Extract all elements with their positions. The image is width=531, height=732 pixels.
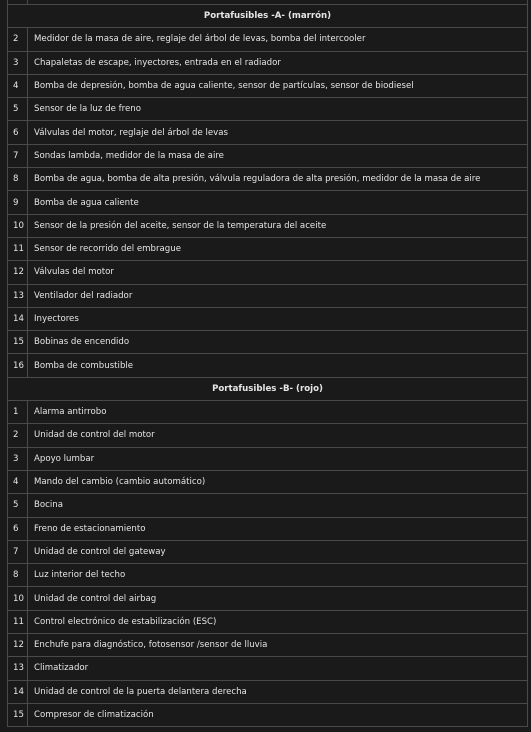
fuse-number: 15 [8, 703, 28, 726]
section-title: Portafusibles -B- (rojo) [8, 377, 528, 400]
fuse-number: 6 [8, 517, 28, 540]
fuse-number: 5 [8, 98, 28, 121]
fuse-number: 8 [8, 564, 28, 587]
fuse-number: 14 [8, 680, 28, 703]
fuse-description: Bomba de agua caliente [28, 191, 528, 214]
fuse-description: Sensor de la presión del aceite, sensor de la temperatura del aceite [28, 214, 528, 237]
table-row [8, 307, 528, 330]
table-row [8, 214, 528, 237]
fuse-number: 8 [8, 168, 28, 191]
table-row [8, 587, 528, 610]
fuse-description: Válvulas del motor, reglaje del árbol de levas [28, 121, 528, 144]
fuse-number: 10 [8, 214, 28, 237]
table-row [8, 144, 528, 167]
fuse-description: Medidor de la masa de aire, reglaje del árbol de levas, bomba del intercooler [28, 28, 528, 51]
fuse-description: Freno de estacionamiento [28, 517, 528, 540]
fuse-number: 1 [8, 401, 28, 424]
fuse-description: Bobinas de encendido [28, 331, 528, 354]
table-row [8, 168, 528, 191]
table-row [8, 634, 528, 657]
fuse-number: 10 [8, 587, 28, 610]
fuse-description: Inyectores [28, 307, 528, 330]
fuse-description: Alarma antirrobo [28, 401, 528, 424]
table-row [8, 28, 528, 51]
fuse-description: Bomba de depresión, bomba de agua caliente, sensor de partículas, sensor de biodiesel [28, 74, 528, 97]
table-row [8, 191, 528, 214]
table-row [8, 354, 528, 377]
fuse-description: Chapaletas de escape, inyectores, entrada en el radiador [28, 51, 528, 74]
fuse-number: 12 [8, 261, 28, 284]
fuse-description: Control electrónico de estabilización (ESC) [28, 610, 528, 633]
table-row [8, 680, 528, 703]
fuse-description: Luz interior del techo [28, 564, 528, 587]
fuse-number: 4 [8, 74, 28, 97]
table-row [8, 74, 528, 97]
table-row [8, 494, 528, 517]
fuse-number: 16 [8, 354, 28, 377]
table-row [8, 657, 528, 680]
fuse-description: Bomba de agua, bomba de alta presión, válvula reguladora de alta presión, medidor de la masa de aire [28, 168, 528, 191]
fuse-table [7, 4, 528, 727]
table-row [8, 98, 528, 121]
table-row [8, 284, 528, 307]
fuse-description: Unidad de control del gateway [28, 540, 528, 563]
section-header-row [8, 5, 528, 28]
fuse-number: 7 [8, 540, 28, 563]
table-row [8, 424, 528, 447]
fuse-description: Climatizador [28, 657, 528, 680]
table-row [8, 540, 528, 563]
table-row [8, 564, 528, 587]
fuse-number: 6 [8, 121, 28, 144]
fuse-number: 3 [8, 51, 28, 74]
fuse-number: 9 [8, 191, 28, 214]
fuse-description: Sensor de la luz de freno [28, 98, 528, 121]
fuse-number: 3 [8, 447, 28, 470]
fuse-description: Apoyo lumbar [28, 447, 528, 470]
table-row [8, 121, 528, 144]
section-title: Portafusibles -A- (marrón) [8, 5, 528, 28]
fuse-description: Unidad de control del motor [28, 424, 528, 447]
table-row [8, 470, 528, 493]
table-row [8, 610, 528, 633]
fuse-description: Sondas lambda, medidor de la masa de aire [28, 144, 528, 167]
fuse-description: Unidad de control del airbag [28, 587, 528, 610]
fuse-number: 12 [8, 634, 28, 657]
fuse-description: Ventilador del radiador [28, 284, 528, 307]
table-row [8, 401, 528, 424]
table-row [8, 51, 528, 74]
fuse-description: Válvulas del motor [28, 261, 528, 284]
fuse-number: 5 [8, 494, 28, 517]
fuse-number: 11 [8, 237, 28, 260]
section-header-row [8, 377, 528, 400]
fuse-number: 7 [8, 144, 28, 167]
fuse-description: Mando del cambio (cambio automático) [28, 470, 528, 493]
fuse-description: Unidad de control de la puerta delantera derecha [28, 680, 528, 703]
table-row [8, 447, 528, 470]
table-row [8, 517, 528, 540]
table-row [8, 261, 528, 284]
fuse-description: Bocina [28, 494, 528, 517]
fuse-number: 15 [8, 331, 28, 354]
fuse-number: 4 [8, 470, 28, 493]
table-row [8, 331, 528, 354]
table-row [8, 703, 528, 726]
fuse-number: 13 [8, 657, 28, 680]
fuse-description: Sensor de recorrido del embrague [28, 237, 528, 260]
fuse-description: Compresor de climatización [28, 703, 528, 726]
fuse-number: 14 [8, 307, 28, 330]
fuse-description: Enchufe para diagnóstico, fotosensor /sensor de lluvia [28, 634, 528, 657]
table-row [8, 237, 528, 260]
fuse-description: Bomba de combustible [28, 354, 528, 377]
fuse-number: 2 [8, 28, 28, 51]
fuse-number: 2 [8, 424, 28, 447]
fuse-number: 13 [8, 284, 28, 307]
fuse-table-body [8, 5, 528, 727]
fuse-number: 11 [8, 610, 28, 633]
